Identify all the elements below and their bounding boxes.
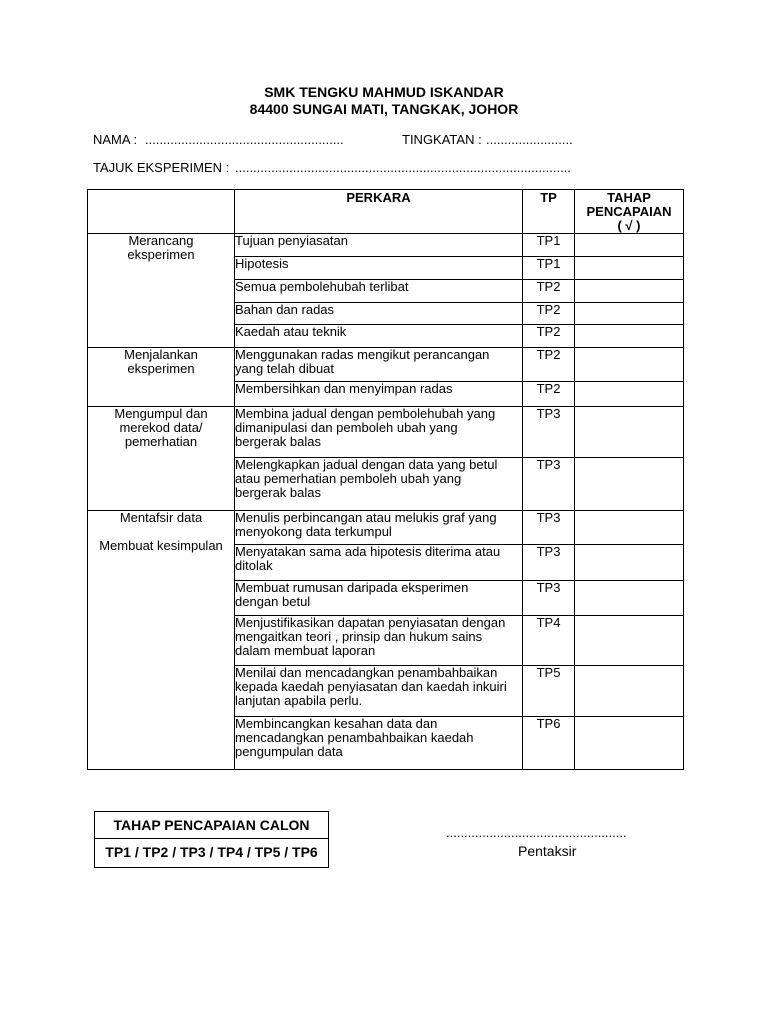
- header-perkara: PERKARA: [235, 190, 523, 234]
- tp-level: TP4: [523, 616, 575, 666]
- achievement-check-cell[interactable]: [575, 511, 684, 545]
- item-text: Menulis perbincangan atau melukis graf yang menyokong data terkumpul: [235, 511, 523, 545]
- achievement-check-cell[interactable]: [575, 280, 684, 303]
- category-merancang-eksperimen: Merancang eksperimen: [88, 234, 235, 348]
- category-mengumpul-merekod-data: Mengumpul dan merekod data/ pemerhatian: [88, 407, 235, 511]
- signature-line[interactable]: ..................................................: [446, 825, 627, 840]
- table-row: [88, 234, 684, 257]
- tp-level: TP3: [523, 545, 575, 581]
- item-text: Menyatakan sama ada hipotesis diterima atau ditolak: [235, 545, 523, 581]
- item-text: Melengkapkan jadual dengan data yang betul atau pemerhatian pemboleh ubah yang bergerak balas: [235, 458, 523, 511]
- tp-level: TP2: [523, 280, 575, 303]
- item-text: Membersihkan dan menyimpan radas: [235, 382, 523, 407]
- item-text: Menjustifikasikan dapatan penyiasatan dengan mengaitkan teori , prinsip dan hukum sains dalam membuat laporan: [235, 616, 523, 666]
- table-header-row: [88, 190, 684, 234]
- tp-level: TP5: [523, 666, 575, 717]
- table-row: [88, 407, 684, 458]
- item-text: Tujuan penyiasatan: [235, 234, 523, 257]
- nama-field[interactable]: .......................................................: [145, 132, 344, 147]
- tp-level: TP1: [523, 234, 575, 257]
- item-text: Kaedah atau teknik: [235, 325, 523, 348]
- achievement-check-cell[interactable]: [575, 717, 684, 770]
- tp-level: TP3: [523, 458, 575, 511]
- item-text: Membincangkan kesahan data dan mencadangkan penambahbaikan kaedah pengumpulan data: [235, 717, 523, 770]
- tingkatan-label: TINGKATAN :: [402, 132, 482, 147]
- tp-level: TP3: [523, 581, 575, 616]
- header-category-cell: [88, 190, 235, 234]
- tp-level: TP6: [523, 717, 575, 770]
- header-tahap-pencapaian: TAHAP PENCAPAIAN ( √ ): [575, 190, 684, 234]
- signature-label: Pentaksir: [518, 843, 577, 859]
- category-menjalankan-eksperimen: Menjalankan eksperimen: [88, 348, 235, 407]
- achievement-check-cell[interactable]: [575, 545, 684, 581]
- tp-level: TP1: [523, 257, 575, 280]
- achievement-check-cell[interactable]: [575, 458, 684, 511]
- tp-level: TP2: [523, 325, 575, 348]
- nama-label: NAMA :: [93, 132, 138, 147]
- school-address: 84400 SUNGAI MATI, TANGKAK, JOHOR: [249, 101, 519, 117]
- item-text: Menilai dan mencadangkan penambahbaikan kepada kaedah penyiasatan dan kaedah inkuiri lanjutan apabila perlu.: [235, 666, 523, 717]
- result-box: [94, 811, 329, 868]
- header-tp: TP: [523, 190, 575, 234]
- category-mentafsir-data-kesimpulan: Mentafsir data Membuat kesimpulan: [88, 511, 235, 770]
- achievement-check-cell[interactable]: [575, 257, 684, 280]
- school-name: SMK TENGKU MAHMUD ISKANDAR: [264, 84, 504, 100]
- achievement-check-cell[interactable]: [575, 303, 684, 325]
- tp-level: TP2: [523, 348, 575, 382]
- achievement-check-cell[interactable]: [575, 666, 684, 717]
- item-text: Semua pembolehubah terlibat: [235, 280, 523, 303]
- item-text: Hipotesis: [235, 257, 523, 280]
- achievement-check-cell[interactable]: [575, 234, 684, 257]
- result-box-title: TAHAP PENCAPAIAN CALON: [95, 812, 328, 839]
- tajuk-eksperimen-field[interactable]: .............................................................................................: [235, 160, 571, 175]
- result-box-options[interactable]: TP1 / TP2 / TP3 / TP4 / TP5 / TP6: [105, 844, 318, 860]
- tingkatan-field[interactable]: ........................: [486, 132, 573, 147]
- table-row: [88, 511, 684, 545]
- item-text: Bahan dan radas: [235, 303, 523, 325]
- item-text: Membuat rumusan daripada eksperimen dengan betul: [235, 581, 523, 616]
- tp-level: TP3: [523, 511, 575, 545]
- assessment-table: [87, 189, 684, 770]
- item-text: Membina jadual dengan pembolehubah yang dimanipulasi dan pemboleh ubah yang bergerak balas: [235, 407, 523, 458]
- achievement-check-cell[interactable]: [575, 382, 684, 407]
- tp-level: TP3: [523, 407, 575, 458]
- table-row: [88, 348, 684, 382]
- achievement-check-cell[interactable]: [575, 407, 684, 458]
- tp-level: TP2: [523, 382, 575, 407]
- tp-level: TP2: [523, 303, 575, 325]
- tajuk-eksperimen-label: TAJUK EKSPERIMEN :: [93, 160, 230, 175]
- achievement-check-cell[interactable]: [575, 616, 684, 666]
- achievement-check-cell[interactable]: [575, 348, 684, 382]
- item-text: Menggunakan radas mengikut perancangan yang telah dibuat: [235, 348, 523, 382]
- achievement-check-cell[interactable]: [575, 325, 684, 348]
- achievement-check-cell[interactable]: [575, 581, 684, 616]
